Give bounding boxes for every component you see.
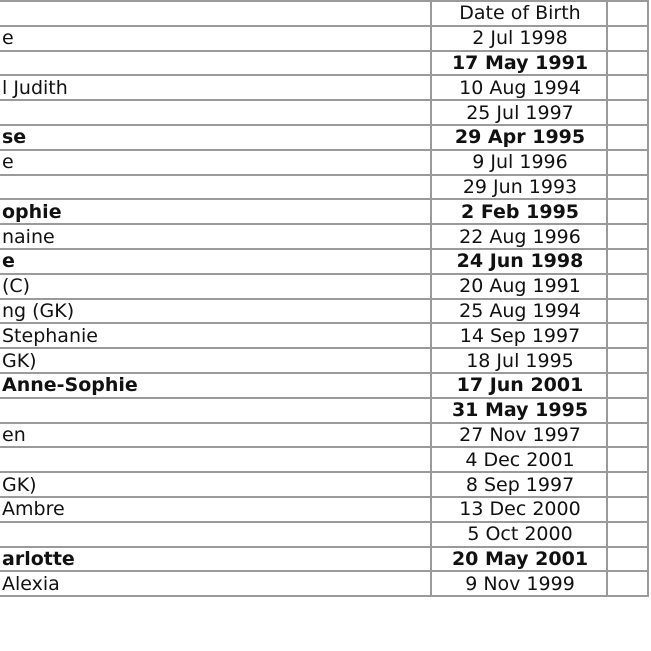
player-name-cell [0,125,431,150]
player-name: Anne-Sophie [2,374,138,397]
table-row [0,423,648,448]
player-name: (C) [2,275,31,298]
date-of-birth-cell: 25 Aug 1994 [431,299,607,324]
player-name-cell [0,51,431,76]
next-column-cell [607,497,648,522]
next-column-cell [607,373,648,398]
player-name-cell [0,249,431,274]
table-row [0,75,648,100]
date-of-birth-cell: 22 Aug 1996 [431,224,607,249]
player-name: en [2,423,26,446]
table-row [0,497,648,522]
player-name-cell [0,348,431,373]
header-next-column [607,1,648,26]
player-name-cell [0,26,431,51]
player-name: l Judith [2,76,68,99]
table-row [0,150,648,175]
table-row [0,249,648,274]
table-row [0,323,648,348]
next-column-cell [607,175,648,200]
next-column-cell [607,447,648,472]
next-column-cell [607,249,648,274]
player-name: e [2,151,14,174]
player-name-cell [0,571,431,596]
date-of-birth-cell: 29 Apr 1995 [431,125,607,150]
next-column-cell [607,274,648,299]
date-of-birth-cell: 27 Nov 1997 [431,423,607,448]
date-of-birth-cell: 17 Jun 2001 [431,373,607,398]
next-column-cell [607,398,648,423]
next-column-cell [607,299,648,324]
next-column-cell [607,100,648,125]
player-name: Alexia [2,572,60,595]
player-name-cell [0,398,431,423]
table-row [0,398,648,423]
next-column-cell [607,51,648,76]
date-of-birth-cell: 9 Jul 1996 [431,150,607,175]
next-column-cell [607,348,648,373]
player-name: ng (GK) [2,299,75,322]
player-name: se [2,126,27,149]
player-name-cell [0,150,431,175]
table-row [0,472,648,497]
next-column-cell [607,547,648,572]
date-of-birth-cell: 10 Aug 1994 [431,75,607,100]
table-row [0,274,648,299]
table-row [0,522,648,547]
table-row [0,571,648,596]
table-body [0,26,648,596]
next-column-cell [607,224,648,249]
date-of-birth-cell: 31 May 1995 [431,398,607,423]
header-row [0,1,648,26]
date-of-birth-cell: 5 Oct 2000 [431,522,607,547]
date-of-birth-cell: 29 Jun 1993 [431,175,607,200]
player-name-cell [0,175,431,200]
player-name: naine [2,225,55,248]
next-column-cell [607,26,648,51]
player-name: e [2,250,15,273]
date-of-birth-cell: 2 Feb 1995 [431,199,607,224]
player-name-cell [0,373,431,398]
player-name: arlotte [2,547,75,570]
next-column-cell [607,150,648,175]
table-row [0,100,648,125]
table-row [0,348,648,373]
table-row [0,51,648,76]
date-of-birth-cell: 20 May 2001 [431,547,607,572]
date-of-birth-cell: 13 Dec 2000 [431,497,607,522]
player-name-cell [0,323,431,348]
date-of-birth-cell: 2 Jul 1998 [431,26,607,51]
player-name-cell [0,497,431,522]
header-name [0,1,431,26]
table-row [0,224,648,249]
next-column-cell [607,522,648,547]
player-name: GK) [2,473,37,496]
date-of-birth-cell: 25 Jul 1997 [431,100,607,125]
player-name-cell [0,75,431,100]
player-name-cell [0,547,431,572]
player-name: GK) [2,349,37,372]
date-of-birth-cell: 14 Sep 1997 [431,323,607,348]
date-of-birth-cell: 17 May 1991 [431,51,607,76]
player-name: Stephanie [2,324,98,347]
player-name: e [2,27,14,50]
date-of-birth-cell: 8 Sep 1997 [431,472,607,497]
player-name-cell [0,522,431,547]
player-name-cell [0,199,431,224]
table-row [0,175,648,200]
date-of-birth-cell: 18 Jul 1995 [431,348,607,373]
table-row [0,199,648,224]
header-date-of-birth: Date of Birth [431,1,607,26]
table-row [0,547,648,572]
table-row [0,447,648,472]
player-name-cell [0,274,431,299]
player-name-cell [0,299,431,324]
player-name: ophie [2,200,62,223]
player-name-cell [0,100,431,125]
next-column-cell [607,199,648,224]
player-name-cell [0,472,431,497]
player-name: Ambre [2,498,65,521]
date-of-birth-cell: 24 Jun 1998 [431,249,607,274]
table-row [0,26,648,51]
next-column-cell [607,125,648,150]
table-row [0,299,648,324]
player-name-cell [0,447,431,472]
next-column-cell [607,75,648,100]
table-row [0,373,648,398]
next-column-cell [607,323,648,348]
next-column-cell [607,571,648,596]
next-column-cell [607,423,648,448]
date-of-birth-cell: 20 Aug 1991 [431,274,607,299]
date-of-birth-cell: 4 Dec 2001 [431,447,607,472]
date-of-birth-cell: 9 Nov 1999 [431,571,607,596]
next-column-cell [607,472,648,497]
player-name-cell [0,224,431,249]
player-name-cell [0,423,431,448]
table-row [0,125,648,150]
